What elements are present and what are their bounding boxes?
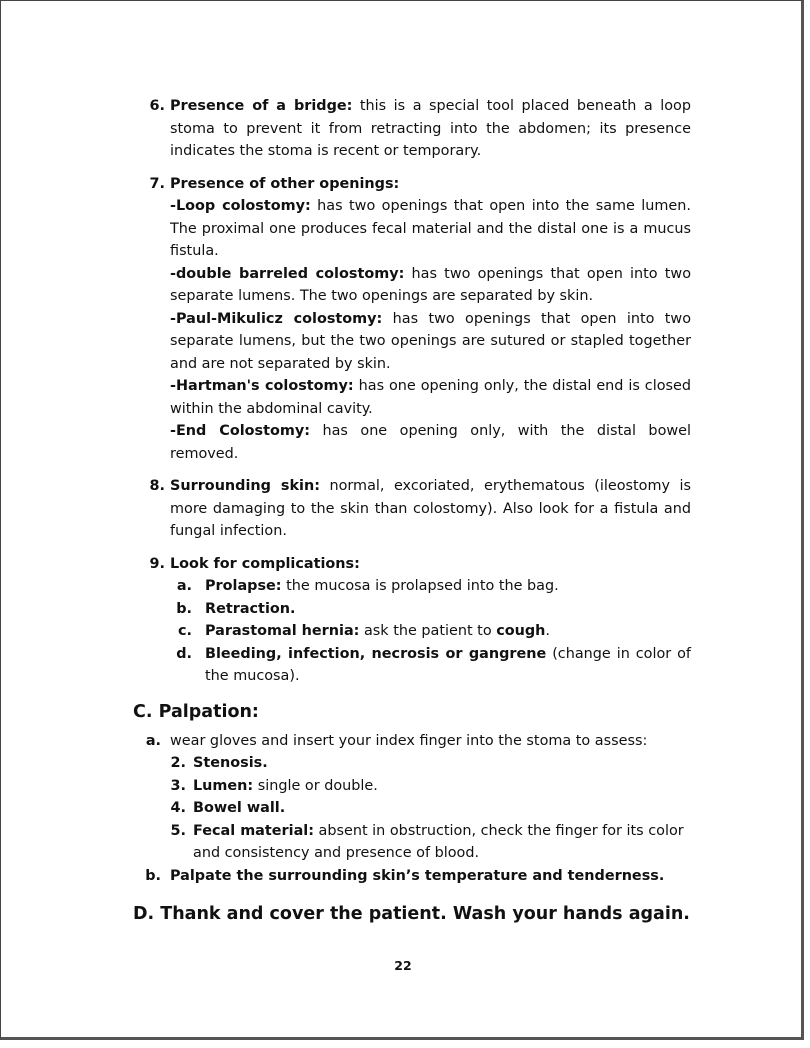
palpation-step-b: b. Palpate the surrounding skin’s temperature and tenderness. [145,867,665,884]
item-title: Surrounding skin: [170,478,320,494]
colostomy-type: -double barreled colostomy: has two openings that open into two separate lumens. The two openings are separated by skin. [170,265,692,304]
item-number: 6. [149,98,165,114]
item-number: 8. [149,478,165,494]
item-title: Look for complications: [170,555,360,572]
complication-item: b. Retraction. [176,600,296,617]
list-item [135,173,691,466]
list-item [135,553,691,688]
complication-item: d. Bleeding, infection, necrosis or gangrene (change in color of the mucosa). [176,645,691,684]
complication-item: a. Prolapse: the mucosa is prolapsed into the bag. [176,578,559,594]
list-item [135,95,691,163]
colostomy-type: -Loop colostomy: has two openings that open into the same lumen. The proximal one produces fecal material and the distal one is a mucus fistula. [170,198,691,259]
palpation-check: 3. Lumen: single or double. [170,777,378,794]
item-text: normal, excoriated, erythematous (ileostomy is more damaging to the skin than colostomy). Also look for a fistula and fungal infection. [170,478,692,539]
item-title: Presence of a bridge: [170,98,353,114]
final-step-heading: D. Thank and cover the patient. Wash your hands again. [133,904,690,924]
item-text: this is a special tool placed beneath a loop stoma to prevent it from retracting into the abdomen; its presence indicates the stoma is recent or temporary. [170,98,691,159]
colostomy-type: -Hartman's colostomy: has one opening only, the distal end is closed within the abdominal cavity. [170,378,691,417]
section-heading-palpation: C. Palpation: [133,701,259,722]
list-item [135,475,691,543]
colostomy-type: -End Colostomy: has one opening only, with the distal bowel removed. [170,423,691,462]
palpation-step-a: a. wear gloves and insert your index finger into the stoma to assess: [145,732,648,749]
palpation-check: 2. Stenosis. [170,755,268,771]
page-content [135,95,691,927]
item-number: 7. [149,175,165,192]
item-number: 9. [149,555,165,572]
palpation-check: 4. Bowel wall. [170,800,286,816]
page-number: 22 [394,958,412,973]
complication-item: c. Parastomal hernia: ask the patient to cough. [178,623,550,639]
palpation-check: 5. Fecal material: absent in obstruction, check the finger for its color and consistency and presence of blood. [170,822,684,861]
item-title: Presence of other openings: [170,175,400,192]
colostomy-type: -Paul-Mikulicz colostomy: has two openings that open into two separate lumens, but the two openings are sutured or stapled together and are not separated by skin. [170,310,691,372]
